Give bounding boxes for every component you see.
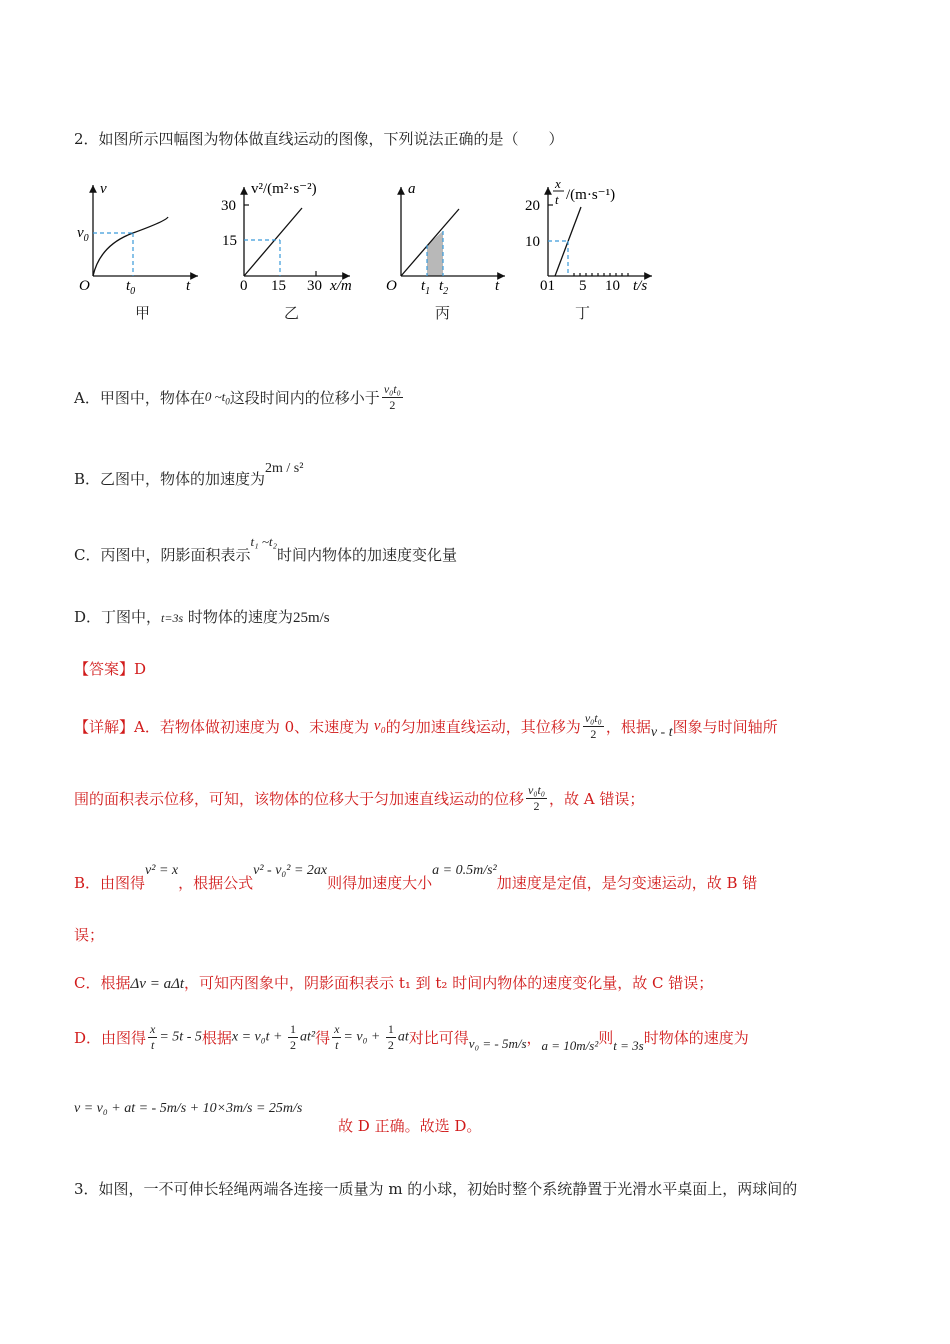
option-a[interactable] (74, 382, 405, 413)
option-b-prefix: B．乙图中，物体的加速度为 (74, 470, 266, 488)
y-axis-label-num: x (555, 176, 561, 191)
option-a-range: 0 $\sim t_0$ (204, 388, 230, 407)
v0-label: $v_0$ (77, 225, 89, 244)
tick-x10: 10 (605, 278, 620, 294)
graph-yi (221, 181, 352, 294)
y-axis-unit: /(m·s⁻¹) (566, 187, 616, 203)
graph-label-ding: 丁 (575, 304, 591, 322)
tick-15: 15 (222, 233, 237, 249)
option-c[interactable] (74, 530, 458, 564)
x-axis-label: t (186, 278, 191, 294)
graph-bing (386, 181, 505, 297)
option-b[interactable] (74, 456, 304, 488)
option-c-range: t₁ ~t₂ (250, 534, 278, 549)
tick-10: 10 (525, 234, 540, 250)
option-a-mid: 这段时间内的位移小于 (229, 389, 380, 407)
y-axis-label-den: t (555, 192, 559, 207)
x-axis-label: t/s (633, 278, 648, 294)
option-c-suffix: 时间内物体的加速度变化量 (277, 546, 458, 564)
origin-label: O (79, 278, 90, 294)
explain-b-line2: 误； (74, 926, 105, 944)
option-d-condition: t=3s (161, 611, 184, 625)
option-a-prefix: A．甲图中，物体在 (74, 389, 205, 407)
explain-c: C．根据Δv = aΔt，可知丙图象中，阴影面积表示 t₁ 到 t₂ 时间内物体的速度变化量，故 C 错误； (74, 974, 714, 992)
tick-x15: 15 (271, 278, 286, 294)
t0-label: $t_0$ (126, 278, 136, 297)
question-number: 2． (74, 130, 99, 148)
graph-label-yi: 乙 (284, 304, 300, 322)
explain-a-line1: 【详解】A．若物体做初速度为 0、末速度为 v₀的匀加速直线运动，其位移为 $\frac{\text{v₀t₀}}{2}$ ，根据v - t图象与时间轴所 (74, 711, 778, 741)
t2-label: $t_2$ (439, 278, 449, 297)
question-stem (74, 128, 564, 149)
y-axis-label: v²/(m²·s⁻²) (251, 181, 317, 197)
tick-5: 5 (579, 278, 587, 294)
option-a-fraction: $\frac{\text{v₀t₀}}{2}$ (383, 382, 401, 412)
tick-0: 0 (240, 278, 248, 294)
y-axis-label: a (408, 181, 416, 197)
explain-b-line1: B．由图得v² = x，根据公式v² - v₀² = 2ax则得加速度大小a = 0.5m/s²加速度是定值，是匀变速运动，故 B 错 (74, 863, 758, 892)
motion-graphs (0, 175, 950, 315)
t1-label: $t_1$ (421, 278, 431, 297)
answer: 【答案】D (74, 660, 147, 678)
tick-20: 20 (525, 198, 540, 214)
graph-jia (77, 181, 198, 297)
option-d-value: 25m/s (292, 610, 330, 626)
curve (93, 217, 168, 276)
question-text: 如图所示四幅图为物体做直线运动的图像，下列说法正确的是（ ） (98, 130, 564, 148)
graph-label-bing: 丙 (435, 304, 451, 322)
option-d-prefix: D．丁图中， (74, 608, 162, 626)
option-b-value: 2m / s² (265, 461, 304, 476)
option-d-mid: 时物体的速度为 (187, 608, 293, 626)
graph-ding (525, 176, 652, 294)
option-c-prefix: C．丙图中，阴影面积表示 (74, 546, 251, 564)
x-axis-label: t (495, 278, 500, 294)
origin-label: O (386, 278, 397, 294)
question-3-text: 3．如图，一不可伸长轻绳两端各连接一质量为 m 的小球，初始时整个系统静置于光滑水平桌面上，两球间的 (74, 1180, 798, 1198)
option-d[interactable] (74, 606, 330, 627)
tick-01: 01 (540, 278, 555, 294)
y-axis-label: v (100, 181, 107, 197)
explain-d-line2: v = v₀ + at = - 5m/s + 10×3m/s = 25m/s 故 D 正确。故选 D。 (74, 1101, 482, 1135)
tick-x30: 30 (307, 278, 322, 294)
x-axis-label: x/m (330, 278, 352, 294)
graph-label-jia: 甲 (135, 304, 151, 322)
tick-30: 30 (221, 198, 236, 214)
explain-d-line1: D．由图得 $\frac{x}{t}$ = 5t - 5根据x = v₀t + $\frac{1}{2}$ at²得 $\frac{x}{t}$ = v₀ + $\frac{1}{2}$ at对比可得v₀ = - 5m/s，a = 10m/s²则t = 3s时物体的速度为 (74, 1022, 749, 1053)
explain-a-line2: 围的面积表示位移，可知，该物体的位移大于匀加速直线运动的位移 $\frac{\text{v₀t₀}}{2}$ ，故 A 错误； (74, 783, 645, 813)
